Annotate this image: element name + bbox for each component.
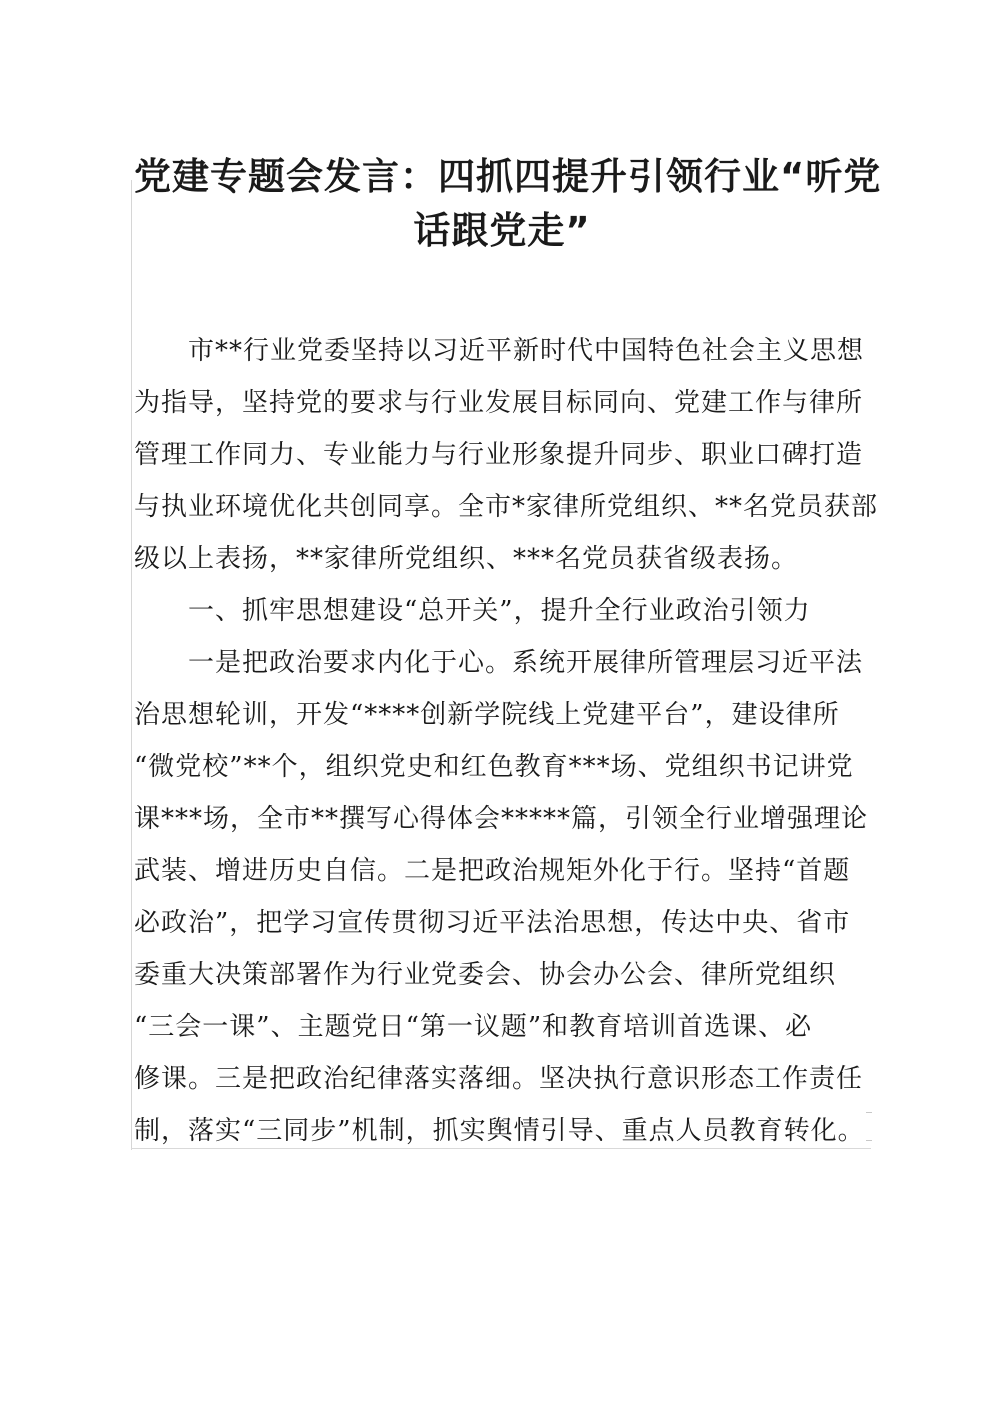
text-line: 为指导，坚持党的要求与行业发展目标同向、党建工作与律所 (134, 388, 864, 418)
margin-mark (866, 1140, 872, 1141)
title-line-2: 话跟党走” (413, 209, 591, 252)
text-line: 武装、增进历史自信。二是把政治规矩外化于行。坚持“首题 (134, 856, 851, 886)
text-line: “三会一课”、主题党日“第一议题”和教育培训首选课、必 (134, 1012, 813, 1042)
text-line: 与执业环境优化共创同享。全市*家律所党组织、**名党员获部 (134, 492, 879, 522)
text-line: 级以上表扬，**家律所党组织、***名党员获省级表扬。 (134, 544, 799, 574)
text-line: 制，落实“三同步”机制，抓实舆情引导、重点人员教育转化。 (134, 1116, 865, 1146)
margin-mark (866, 1112, 872, 1113)
text-line: 修课。三是把政治纪律落实落细。坚决执行意识形态工作责任 (134, 1064, 864, 1094)
text-line: 治思想轮训，开发“****创新学院线上党建平台”，建设律所 (134, 700, 840, 730)
page-margin-line (131, 180, 132, 1150)
text-line: 委重大决策部署作为行业党委会、协会办公会、律所党组织 (134, 960, 837, 990)
text-line: 市**行业党委坚持以习近平新时代中国特色社会主义思想 (188, 336, 865, 366)
bottom-rule (131, 1148, 871, 1149)
document-title (134, 150, 882, 258)
text-line: 课***场，全市**撰写心得体会*****篇，引领全行业增强理论 (134, 804, 869, 834)
text-line: 管理工作同力、专业能力与行业形象提升同步、职业口碑打造 (134, 440, 864, 470)
text-line: “微党校”**个，组织党史和红色教育***场、党组织书记讲党 (134, 752, 854, 782)
text-line: 必政治”，把学习宣传贯彻习近平法治思想，传达中央、省市 (134, 908, 851, 938)
section-heading: 一、抓牢思想建设“总开关”，提升全行业政治引领力 (188, 596, 811, 626)
document-body (134, 325, 879, 1157)
title-line-1: 党建专题会发言：四抓四提升引领行业“听党 (134, 155, 882, 198)
text-line: 一是把政治要求内化于心。系统开展律所管理层习近平法 (188, 648, 864, 678)
